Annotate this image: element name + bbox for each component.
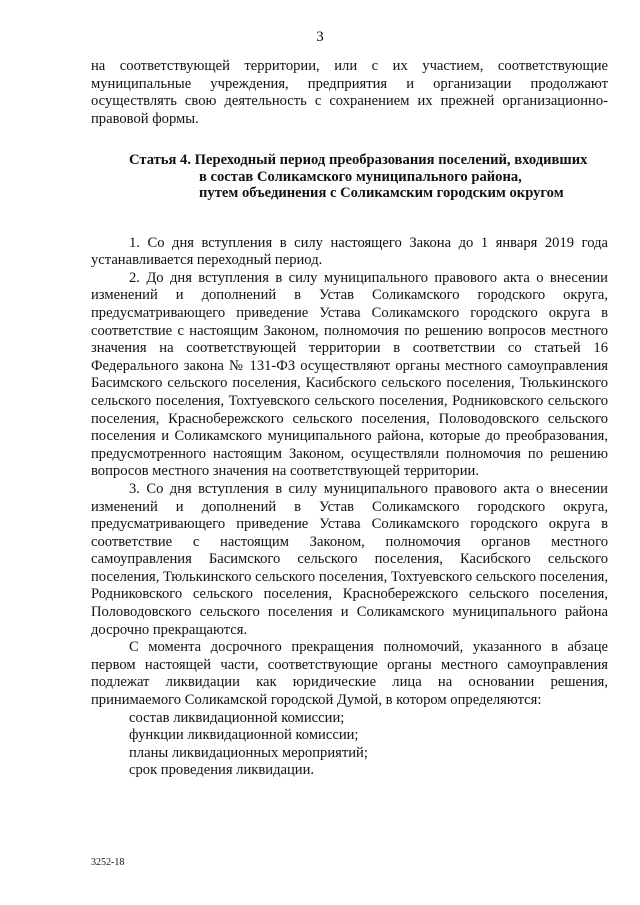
article-heading-line: путем объединения с Соликамским городским округом: [199, 185, 564, 202]
document-code: 3252-18: [91, 857, 125, 868]
list-item: планы ликвидационных мероприятий;: [129, 744, 368, 761]
document-body: [91, 58, 608, 780]
article-heading-line: в состав Соликамского муниципального района,: [199, 168, 522, 185]
article-paragraph-1: 1. Со дня вступления в силу настоящего Закона до 1 января 2019 года устанавливается переходный период.: [91, 234, 608, 269]
article-heading: [91, 152, 608, 201]
list-item: срок проведения ликвидации.: [129, 762, 315, 779]
article-heading-line: Статья 4. Переходный период преобразования поселений, входивших: [129, 152, 588, 169]
article-paragraph-3: 3. Со дня вступления в силу муниципального правового акта о внесении изменений и дополнений в Устав Соликамского городского округа, предусматривающего приведение Устава Соликамского городского округа в соответствие с настоящим Законом, полномочия органов местного самоуправления Басимского сельского поселения, Касибского сельского поселения, Тюлькинского сельского поселения, Тохтуевского сельского поселения, Родниковского сельского поселения, Краснобережского сельского поселения, Половодовского сельского поселения и Соликамского муниципального района досрочно прекращаются.: [91, 480, 608, 638]
page-number: 3: [316, 29, 324, 45]
list-item: функции ликвидационной комиссии;: [129, 727, 359, 744]
article-paragraph-4: С момента досрочного прекращения полномочий, указанного в абзаце первом настоящей части, соответствующие органы местного самоуправления подлежат ликвидации как юридические лица на основании решения, принимаемого Соликамской городской Думой, в котором определяются:: [91, 639, 608, 709]
liquidation-list: [91, 710, 608, 780]
intro-paragraph: на соответствующей территории, или с их участием, соответствующие муниципальные учреждения, предприятия и организации продолжают осуществлять свою деятельность с сохранением их прежней организационно-правовой формы.: [91, 58, 608, 127]
article-paragraph-2: 2. До дня вступления в силу муниципального правового акта о внесении изменений и дополнений в Устав Соликамского городского округа, предусматривающего приведение Устава Соликамского городского округа в соответствие с настоящим Законом, полномочия по решению вопросов местного значения на соответствующей территории в соответствии со статьей 16 Федерального закона № 131-ФЗ осуществляют органы местного самоуправления Басимского сельского поселения, Касибского сельского поселения, Тюлькинского сельского поселения, Тохтуевского сельского поселения, Родниковского сельского поселения, Краснобережского сельского поселения, Половодовского сельского поселения и Соликамского муниципального района, которые до преобразования, предусмотренного настоящим Законом, осуществляли полномочия по решению вопросов местного значения на соответствующей территории.: [91, 269, 608, 480]
list-item: состав ликвидационной комиссии;: [129, 709, 345, 726]
